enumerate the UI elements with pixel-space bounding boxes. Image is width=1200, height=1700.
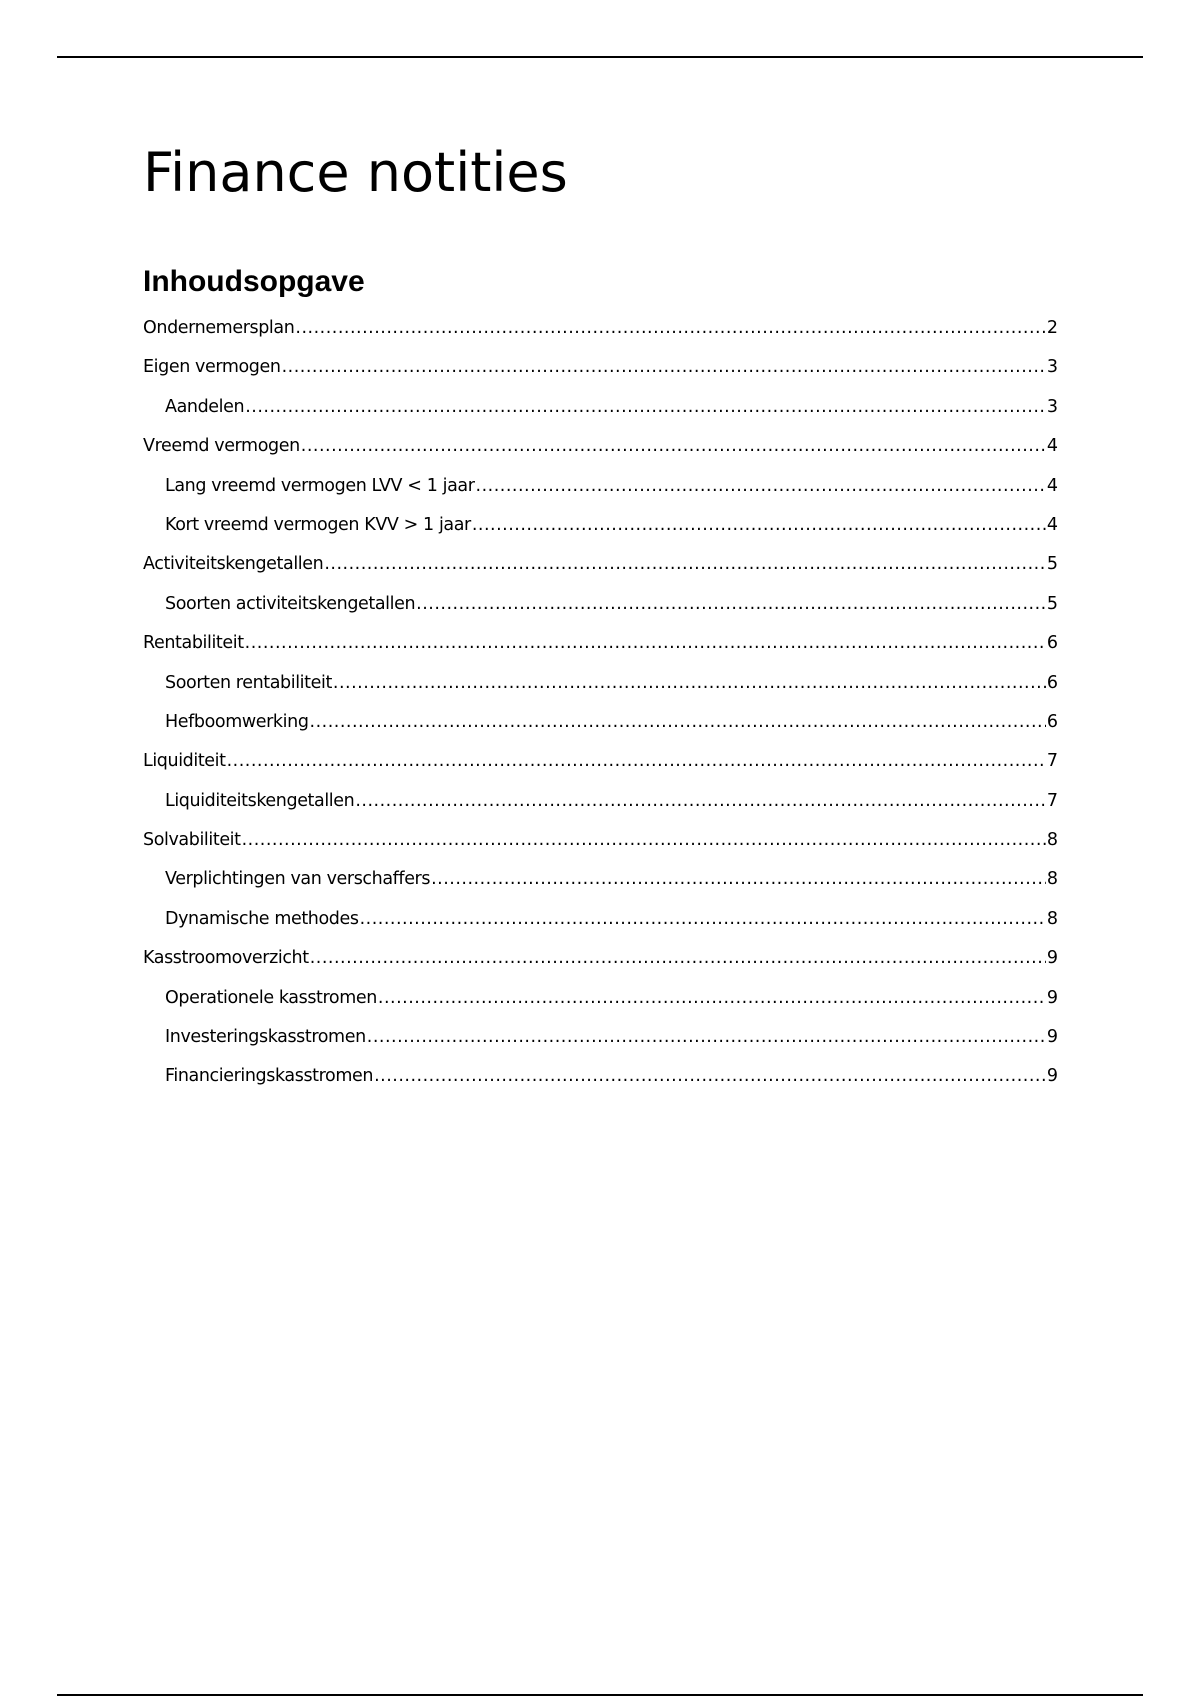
- toc-entry-label: Ondernemersplan: [143, 318, 295, 338]
- toc-entry-label: Operationele kasstromen: [165, 987, 377, 1008]
- toc-entry-page-number: 8: [1046, 869, 1058, 890]
- toc-dot-leader: [242, 826, 1046, 854]
- toc-entry-page-number: 6: [1046, 633, 1058, 654]
- toc-entry[interactable]: [143, 984, 1058, 1023]
- toc-entry-page-number: 9: [1046, 1027, 1058, 1048]
- toc-dot-leader: [295, 314, 1045, 342]
- toc-entry-label: Solvabiliteit: [143, 830, 241, 851]
- toc-entry-label: Soorten rentabiliteit: [165, 672, 332, 693]
- toc-entry-page-number: 9: [1046, 987, 1058, 1008]
- toc-entry-label: Eigen vermogen: [143, 357, 281, 378]
- toc-entry-page-number: 9: [1046, 948, 1058, 969]
- toc-dot-leader: [374, 1062, 1046, 1090]
- toc-entry[interactable]: [143, 669, 1058, 708]
- toc-entry-label: Financieringskasstromen: [165, 1066, 374, 1087]
- toc-entry-label: Rentabiliteit: [143, 633, 244, 654]
- toc-entry-page-number: 2: [1046, 318, 1058, 338]
- toc-entry[interactable]: [143, 1023, 1058, 1062]
- toc-entry[interactable]: [143, 747, 1058, 786]
- toc-entry-page-number: 3: [1046, 396, 1058, 417]
- toc-entry[interactable]: [143, 708, 1058, 747]
- toc-entry[interactable]: [143, 629, 1058, 668]
- toc-heading: Inhoudsopgave: [143, 265, 365, 298]
- toc-entry-page-number: 4: [1046, 475, 1058, 496]
- toc-entry-label: Kasstroomoverzicht: [143, 948, 309, 969]
- toc-entry-page-number: 4: [1046, 514, 1058, 535]
- toc-dot-leader: [367, 1023, 1046, 1051]
- toc-dot-leader: [227, 747, 1046, 775]
- toc-dot-leader: [333, 669, 1046, 697]
- toc-entry-label: Activiteitskengetallen: [143, 554, 324, 575]
- toc-entry-label: Liquiditeitskengetallen: [165, 790, 355, 811]
- toc-entry[interactable]: [143, 944, 1058, 983]
- toc-dot-leader: [310, 944, 1046, 972]
- toc-dot-leader: [310, 708, 1046, 736]
- toc-entry-page-number: 5: [1046, 593, 1058, 614]
- table-of-contents: [143, 314, 1058, 1102]
- toc-dot-leader: [360, 905, 1046, 933]
- toc-entry-page-number: 6: [1046, 711, 1058, 732]
- toc-dot-leader: [282, 353, 1046, 381]
- toc-dot-leader: [324, 550, 1046, 578]
- toc-dot-leader: [245, 629, 1046, 657]
- toc-entry[interactable]: [143, 393, 1058, 432]
- document-title: Finance notities: [143, 141, 568, 204]
- toc-entry-label: Dynamische methodes: [165, 908, 359, 929]
- toc-dot-leader: [378, 984, 1046, 1012]
- toc-entry-label: Aandelen: [165, 396, 245, 417]
- toc-entry[interactable]: [143, 511, 1058, 550]
- toc-entry-page-number: 6: [1046, 672, 1058, 693]
- toc-entry-label: Kort vreemd vermogen KVV > 1 jaar: [165, 514, 471, 535]
- toc-entry[interactable]: [143, 865, 1058, 904]
- toc-entry-label: Liquiditeit: [143, 751, 226, 772]
- toc-entry-label: Lang vreemd vermogen LVV < 1 jaar: [165, 475, 475, 496]
- toc-entry[interactable]: [143, 314, 1058, 353]
- toc-entry-page-number: 7: [1046, 790, 1058, 811]
- toc-dot-leader: [476, 472, 1046, 500]
- toc-entry[interactable]: [143, 590, 1058, 629]
- toc-entry-label: Verplichtingen van verschaffers: [165, 869, 431, 890]
- toc-entry-label: Hefboomwerking: [165, 711, 309, 732]
- toc-entry-page-number: 8: [1046, 908, 1058, 929]
- toc-entry[interactable]: [143, 787, 1058, 826]
- footer-rule: [57, 1694, 1143, 1696]
- toc-dot-leader: [301, 432, 1046, 460]
- toc-dot-leader: [355, 787, 1046, 815]
- toc-entry-page-number: 4: [1046, 436, 1058, 457]
- toc-entry[interactable]: [143, 432, 1058, 471]
- toc-entry-page-number: 8: [1046, 830, 1058, 851]
- toc-entry-page-number: 3: [1046, 357, 1058, 378]
- toc-entry-page-number: 7: [1046, 751, 1058, 772]
- toc-entry[interactable]: [143, 550, 1058, 589]
- toc-entry-label: Investeringskasstromen: [165, 1027, 366, 1048]
- toc-entry[interactable]: [143, 1062, 1058, 1101]
- toc-dot-leader: [431, 865, 1046, 893]
- toc-entry[interactable]: [143, 353, 1058, 392]
- toc-dot-leader: [416, 590, 1046, 618]
- toc-entry-label: Vreemd vermogen: [143, 436, 300, 457]
- toc-entry-label: Soorten activiteitskengetallen: [165, 593, 416, 614]
- toc-entry[interactable]: [143, 472, 1058, 511]
- header-rule: [57, 56, 1143, 58]
- toc-entry[interactable]: [143, 826, 1058, 865]
- toc-entry-page-number: 9: [1046, 1066, 1058, 1087]
- toc-entry[interactable]: [143, 905, 1058, 944]
- toc-entry-page-number: 5: [1046, 554, 1058, 575]
- toc-dot-leader: [472, 511, 1046, 539]
- toc-dot-leader: [245, 393, 1046, 421]
